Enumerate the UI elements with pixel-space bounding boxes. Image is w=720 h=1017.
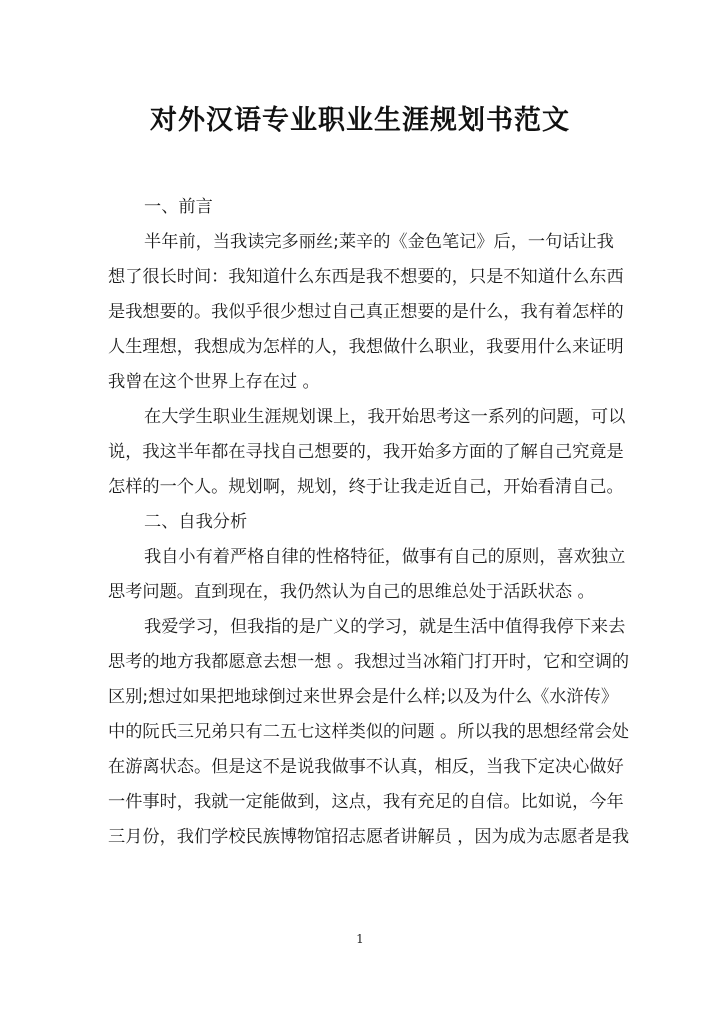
- paragraph-1: [108, 225, 624, 400]
- paragraph-line: 怎样的一个人。规划啊，规划，终于让我走近自己，开始看清自己。: [108, 477, 624, 497]
- paragraph-line: 思考的地方我都愿意去想一想 。我想过当冰箱门打开时，它和空调的: [108, 652, 630, 672]
- paragraph-line: 我爱学习，但我指的是广义的学习，就是生活中值得我停下来去: [144, 617, 626, 637]
- paragraph-line: 半年前，当我读完多丽丝;莱辛的《金色笔记》后，一句话让我: [144, 232, 614, 252]
- paragraph-line: 中的阮氏三兄弟只有二五七这样类似的问题 。所以我的思想经常会处: [108, 722, 630, 742]
- section-heading-preface: 一、前言: [144, 197, 213, 217]
- document-title: 对外汉语专业职业生涯规划书范文: [150, 105, 570, 136]
- paragraph-line: 是我想要的。我似乎很少想过自己真正想要的是什么，我有着怎样的: [108, 302, 624, 322]
- paragraph-line: 想了很长时间：我知道什么东西是我不想要的，只是不知道什么东西: [108, 267, 624, 287]
- paragraph-4: [108, 610, 630, 855]
- paragraph-line: 我曾在这个世界上存在过 。: [108, 372, 320, 392]
- paragraph-3: [108, 540, 626, 610]
- paragraph-2: [108, 400, 626, 505]
- paragraph-line: 区别;想过如果把地球倒过来世界会是什么样;以及为什么《水浒传》: [108, 687, 619, 707]
- paragraph-line: 在游离状态。但是这不是说我做事不认真，相反，当我下定决心做好: [108, 757, 624, 777]
- page-number: 1: [356, 932, 364, 946]
- paragraph-line: 说，我这半年都在寻找自己想要的，我开始多方面的了解自己究竟是: [108, 442, 624, 462]
- document-body: [108, 190, 630, 855]
- section-heading-self-analysis: 二、自我分析: [144, 512, 248, 532]
- paragraph-line: 三月份，我们学校民族博物馆招志愿者讲解员 ，因为成为志愿者是我: [108, 827, 630, 847]
- paragraph-line: 在大学生职业生涯规划课上，我开始思考这一系列的问题，可以: [144, 407, 626, 427]
- paragraph-line: 我自小有着严格自律的性格特征，做事有自己的原则，喜欢独立: [144, 547, 626, 567]
- paragraph-line: 人生理想，我想成为怎样的人，我想做什么职业，我要用什么来证明: [108, 337, 624, 357]
- paragraph-line: 思考问题。直到现在，我仍然认为自己的思维总处于活跃状态 。: [108, 582, 595, 602]
- paragraph-line: 一件事时，我就一定能做到，这点，我有充足的自信。比如说，今年: [108, 792, 624, 812]
